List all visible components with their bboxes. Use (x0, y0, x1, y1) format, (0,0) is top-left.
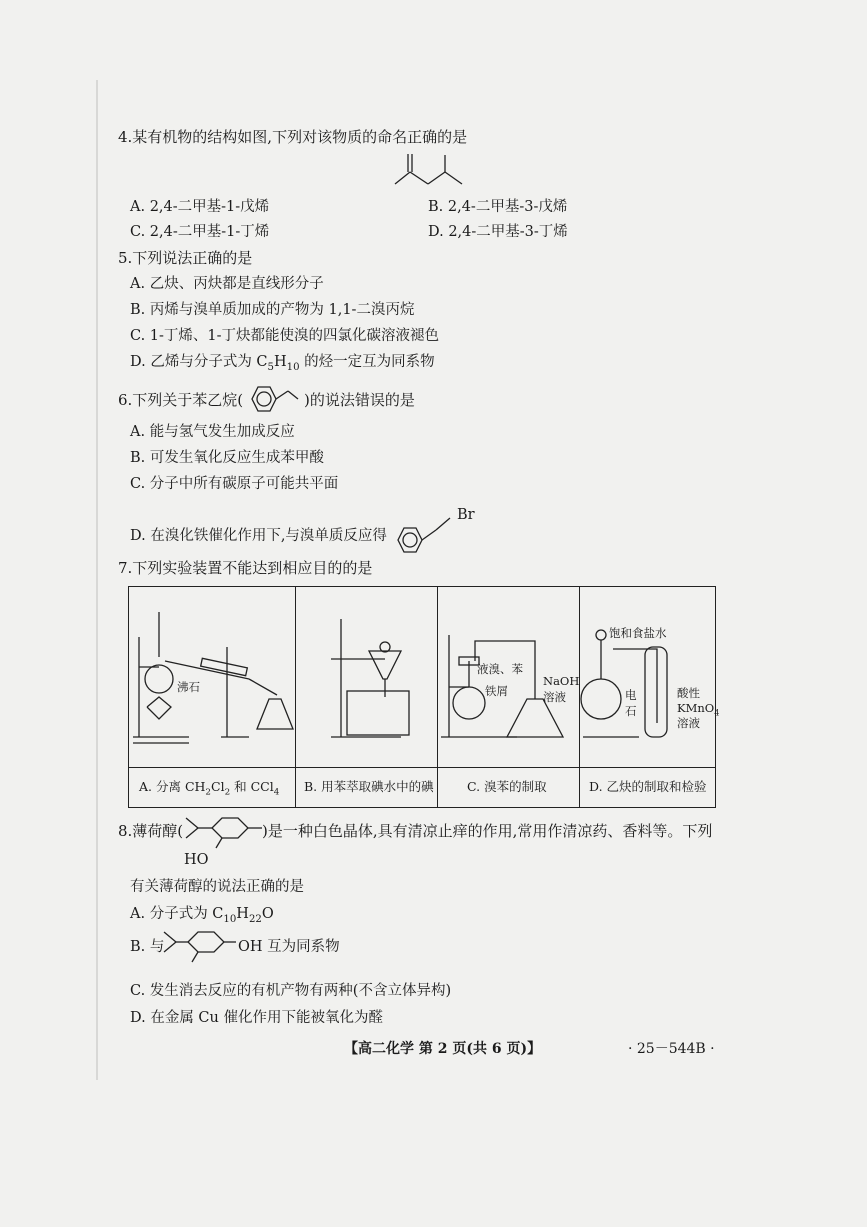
acidic-label: 酸性 (677, 686, 700, 700)
distillation-apparatus (129, 587, 295, 767)
bromine-label: Br (457, 507, 475, 523)
q5-option-b: B. 丙烯与溴单质加成的产物为 1,1-二溴丙烷 (130, 302, 415, 318)
calcium-carbide-label-2: 石 (625, 704, 637, 718)
q8-option-a: A. 分子式为 $C_{10}H_{22}O$ (130, 906, 274, 925)
q6-option-b: B. 可发生氧化反应生成苯甲酸 (130, 450, 324, 466)
naoh-label: NaOH (543, 674, 580, 688)
q8-stem-end: )是一种白色晶体,具有清凉止痒的作用,常用作清凉药、香料等。下列 (262, 822, 713, 840)
calcium-carbide-label-1: 电 (625, 688, 637, 702)
q4-skeletal-structure (390, 150, 470, 195)
boiling-stones-label: 沸石 (177, 680, 200, 694)
menthol-ho-label: HO (184, 852, 209, 868)
kmno4-solution-label: 溶液 (677, 716, 700, 730)
q7-stem: 7.下列实验装置不能达到相应目的的是 (118, 559, 373, 577)
isomer-structure (162, 924, 238, 964)
kmno4-label: KMnO$_4$ (677, 701, 720, 718)
q5-option-c: C. 1-丁烯、1-丁炔都能使溴的四氯化碳溶液褪色 (130, 328, 440, 344)
menthol-structure (184, 812, 264, 852)
q5-option-a: A. 乙炔、丙炔都是直线形分子 (130, 276, 324, 292)
separatory-funnel-apparatus (295, 587, 437, 767)
q8-option-b-prefix: B. 与 (130, 939, 165, 955)
brine-label: 饱和食盐水 (609, 626, 667, 640)
q8-stem-start: 8.薄荷醇( (118, 822, 184, 840)
q4-option-a: A. 2,4-二甲基-1-戊烯 (130, 199, 270, 215)
iron-filings-label: 铁屑 (485, 684, 508, 698)
q6-option-a: A. 能与氢气发生加成反应 (130, 424, 295, 440)
acetylene-apparatus (579, 587, 713, 767)
q8-option-d: D. 在金属 Cu 催化作用下能被氧化为醛 (130, 1010, 383, 1026)
bromine-benzene-label: 液溴、苯 (477, 662, 523, 676)
caption-b: B. 用苯萃取碘水中的碘 (304, 779, 434, 794)
q4-stem: 4.某有机物的结构如图,下列对该物质的命名正确的是 (118, 128, 468, 146)
caption-c: C. 溴苯的制取 (467, 779, 547, 794)
caption-d: D. 乙炔的制取和检验 (589, 779, 707, 794)
caption-a: A. 分离 $CH_2Cl_2$ 和 CCl$_4$ (139, 779, 280, 798)
apparatus-table (128, 586, 720, 808)
q5-stem: 5.下列说法正确的是 (118, 249, 253, 267)
q4-option-b: B. 2,4-二甲基-3-戊烯 (428, 199, 568, 215)
q8-option-c: C. 发生消去反应的有机产物有两种(不含立体异构) (130, 983, 452, 999)
ethylbenzene-structure (246, 383, 304, 417)
scan-edge-shadow (96, 80, 98, 1080)
footer-code: · 25－544B · (628, 1041, 715, 1057)
q8-option-b-text: OH 互为同系物 (238, 939, 340, 955)
q6-stem-start: 6.下列关于苯乙烷( (118, 391, 244, 409)
q6-option-d: D. 在溴化铁催化作用下,与溴单质反应得 (130, 528, 387, 544)
q6-stem-end: )的说法错误的是 (304, 391, 415, 409)
q6-option-c: C. 分子中所有碳原子可能共平面 (130, 476, 339, 492)
q4-option-d: D. 2,4-二甲基-3-丁烯 (428, 224, 568, 240)
q8-stem-line2: 有关薄荷醇的说法正确的是 (130, 879, 304, 895)
footer-page-label: 【高二化学 第 2 页(共 6 页)】 (344, 1041, 542, 1057)
q4-option-c: C. 2,4-二甲基-1-丁烯 (130, 224, 270, 240)
naoh-solution-label: 溶液 (543, 690, 566, 704)
q5-option-d: D. 乙烯与分子式为 $C_5H_{10}$ 的烃一定互为同系物 (130, 354, 435, 373)
